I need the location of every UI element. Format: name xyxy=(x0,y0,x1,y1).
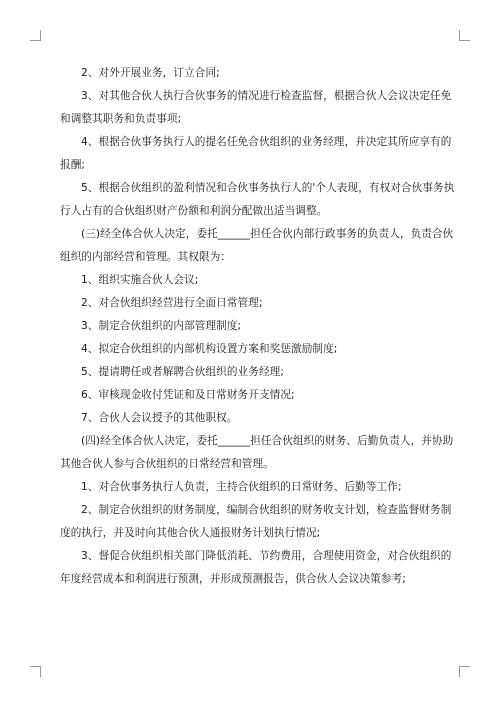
text-line: 7、合伙人会议授予的其他职权。 xyxy=(81,412,238,424)
paragraph xyxy=(60,545,452,591)
paragraph xyxy=(60,269,442,292)
paragraph xyxy=(60,407,442,430)
text-line: 4、拟定合伙组织的内部机构设置方案和奖惩激励制度; xyxy=(81,343,338,355)
paragraph xyxy=(60,361,442,384)
paragraph xyxy=(60,223,454,269)
text-line: 3、督促合伙组织相关部门降低消耗、节约费用，合理使用资金，对合伙组织的 xyxy=(81,550,452,562)
crop-mark-bottom-right xyxy=(459,666,470,677)
text-line: 4、根据合伙事务执行人的提名任免合伙组织的业务经理，并决定其所应享有的 xyxy=(81,136,452,148)
paragraph xyxy=(60,62,442,85)
text-line: 年度经营成本和利润进行预测，并形成预测报告，供合伙人会议决策参考; xyxy=(60,573,406,585)
text-line: 组织的内部经营和管理。其权限为： xyxy=(60,251,232,263)
text-line: 其他合伙人参与合伙组织的日常经营和管理。 xyxy=(60,458,274,470)
paragraph xyxy=(60,476,442,499)
text-line: 3、对其他合伙人执行合伙事务的情况进行检查监督，根据合伙人会议决定任免 xyxy=(81,90,452,102)
paragraph xyxy=(60,499,452,545)
text-line: 5、提请聘任或者解聘合伙组织的业务经理; xyxy=(81,366,284,378)
text-line: 2、对合伙组织经营进行全面日常管理; xyxy=(81,297,263,309)
text-line: 和调整其职务和负责事项; xyxy=(60,113,182,125)
text-line: 5、根据合伙组织的盈利情况和合伙事务执行人的'个人表现，有权对合伙事务执 xyxy=(81,182,455,194)
text-line: 1、组织实施合伙人会议; xyxy=(81,274,199,286)
text-line: 2、对外开展业务，订立合同; xyxy=(81,67,220,79)
document-page xyxy=(60,62,455,591)
text-line: (四)经全体合伙人决定，委托______担任合伙组织的财务、后勤负责人，并协助 xyxy=(81,435,454,447)
text-line: 1、对合伙事务执行人负责，主持合伙组织的日常财务、后勤等工作; xyxy=(81,481,402,493)
crop-mark-top-right xyxy=(459,30,470,41)
paragraph xyxy=(60,315,442,338)
paragraph xyxy=(60,430,454,476)
text-line: (三)经全体合伙人决定，委托______担任合伙内部行政事务的负责人，负责合伙 xyxy=(81,228,454,240)
paragraph xyxy=(60,85,452,131)
text-line: 2、制定合伙组织的财务制度，编制合伙组织的财务收支计划，检查监督财务制 xyxy=(81,504,452,516)
paragraph xyxy=(60,131,452,177)
text-line: 6、审核现金收付凭证和及日常财务开支情况; xyxy=(81,389,295,401)
paragraph xyxy=(60,384,442,407)
paragraph xyxy=(60,292,442,315)
text-line: 度的执行，并及时向其他合伙人通报财务计划执行情况; xyxy=(60,527,321,539)
text-line: 3、制定合伙组织的内部管理制度; xyxy=(81,320,242,332)
text-line: 报酬; xyxy=(60,159,86,171)
crop-mark-bottom-left xyxy=(30,666,41,677)
text-line: 行人占有的合伙组织财产份额和利润分配做出适当调整。 xyxy=(60,205,328,217)
crop-mark-top-left xyxy=(30,30,41,41)
paragraph xyxy=(60,338,442,361)
paragraph xyxy=(60,177,455,223)
